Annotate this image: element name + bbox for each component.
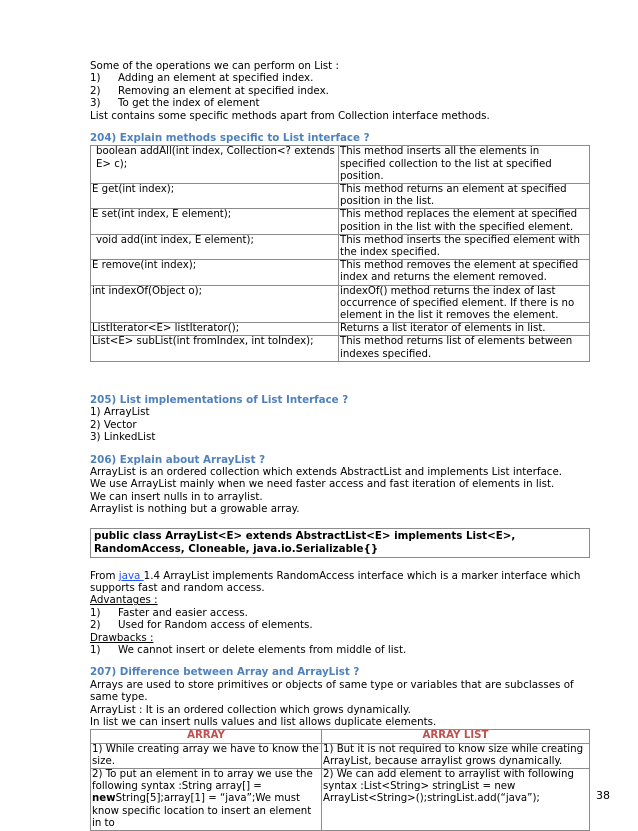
paragraph-line: Arrays are used to store primitives or objects of same type or variables that are subclasses of same type. — [90, 678, 574, 704]
list-item: 1) Faster and easier access. — [90, 606, 248, 619]
list-item: 3) LinkedList — [90, 431, 156, 444]
table-row: void add(int index, E element); This method inserts the specified element with the index specified. — [91, 234, 590, 259]
list-item: 2) Vector — [90, 418, 137, 431]
list-item: 1) ArrayList — [90, 406, 150, 419]
document-page — [90, 60, 590, 831]
paragraph-line: ArrayList : It is an ordered collection which grows dynamically. — [90, 703, 411, 716]
list-methods-table — [90, 145, 590, 361]
table-row: ListIterator<E> listIterator(); Returns a list iterator of elements in list. — [91, 323, 590, 336]
paragraph-line: We can insert nulls in to arraylist. — [90, 490, 263, 503]
table-row: E get(int index); This method returns an element at specified position in the list. — [91, 184, 590, 209]
random-access-paragraph: From java 1.4 ArrayList implements RandomAccess interface which is a marker interface which supports fast and random access. — [90, 569, 581, 594]
code-line: public class ArrayList<E> extends AbstractList<E> implements List<E>, — [94, 529, 516, 542]
drawbacks-label: Drawbacks : — [90, 631, 154, 644]
page-number: 38 — [596, 789, 610, 802]
heading-207: 207) Difference between Array and ArrayList ? — [90, 666, 360, 679]
paragraph-line: We use ArrayList mainly when we need faster access and fast iteration of elements in list. — [90, 478, 555, 491]
table-row: int indexOf(Object o); indexOf() method returns the index of last occurrence of specified element. If there is no element in the list it removes the element. — [91, 285, 590, 323]
list-item: 2) Used for Random access of elements. — [90, 619, 313, 632]
paragraph-line: Arraylist is nothing but a growable array. — [90, 503, 300, 516]
array-vs-arraylist-table — [90, 729, 590, 831]
list-item: 1) Adding an element at specified index. — [90, 72, 314, 85]
table-row: E remove(int index); This method removes the element at specified index and returns the element removed. — [91, 260, 590, 285]
table-row: E set(int index, E element); This method replaces the element at specified position in the list with the specified element. — [91, 209, 590, 234]
intro-line: List contains some specific methods apart from Collection interface methods. — [90, 109, 490, 122]
java-link[interactable]: java — [118, 569, 144, 582]
paragraph-line: ArrayList is an ordered collection which extends AbstractList and implements List interface. — [90, 465, 563, 478]
list-item: 1) We cannot insert or delete elements from middle of list. — [90, 643, 407, 656]
column-header-array: ARRAY — [91, 730, 322, 743]
list-item: 3) To get the index of element — [90, 97, 260, 110]
list-item: 2) Removing an element at specified index. — [90, 84, 329, 97]
advantages-label: Advantages : — [90, 594, 158, 607]
heading-205: 205) List implementations of List Interface ? — [90, 393, 349, 406]
table-header-row — [91, 730, 590, 743]
table-row: List<E> subList(int fromIndex, int toIndex); This method returns list of elements between indexes specified. — [91, 336, 590, 361]
paragraph-line: In list we can insert nulls values and list allows duplicate elements. — [90, 716, 437, 729]
intro-line: Some of the operations we can perform on List : — [90, 60, 339, 72]
code-line: RandomAccess, Cloneable, java.io.Serializable{} — [94, 542, 379, 555]
table-row: 2) To put an element in to array we use the following syntax :String array[] = newString[5];array[1] = “java”;We must know specific location to insert an element in to 2) We can add element to arraylist with following syntax :List<String> stringList = new ArrayList<String>();stringList.add(“java”); — [91, 769, 590, 831]
table-row: 1) While creating array we have to know the size. 1) But it is not required to know size while creating ArrayList, because arraylist grows dynamically. — [91, 743, 590, 768]
heading-206: 206) Explain about ArrayList ? — [90, 453, 266, 466]
heading-204: 204) Explain methods specific to List interface ? — [90, 132, 370, 145]
table-row: boolean addAll(int index, Collection<? extends E> c); This method inserts all the elements in specified collection to the list at specified position. — [91, 146, 590, 184]
column-header-arraylist: ARRAY LIST — [322, 730, 590, 743]
class-declaration-box — [90, 528, 590, 558]
